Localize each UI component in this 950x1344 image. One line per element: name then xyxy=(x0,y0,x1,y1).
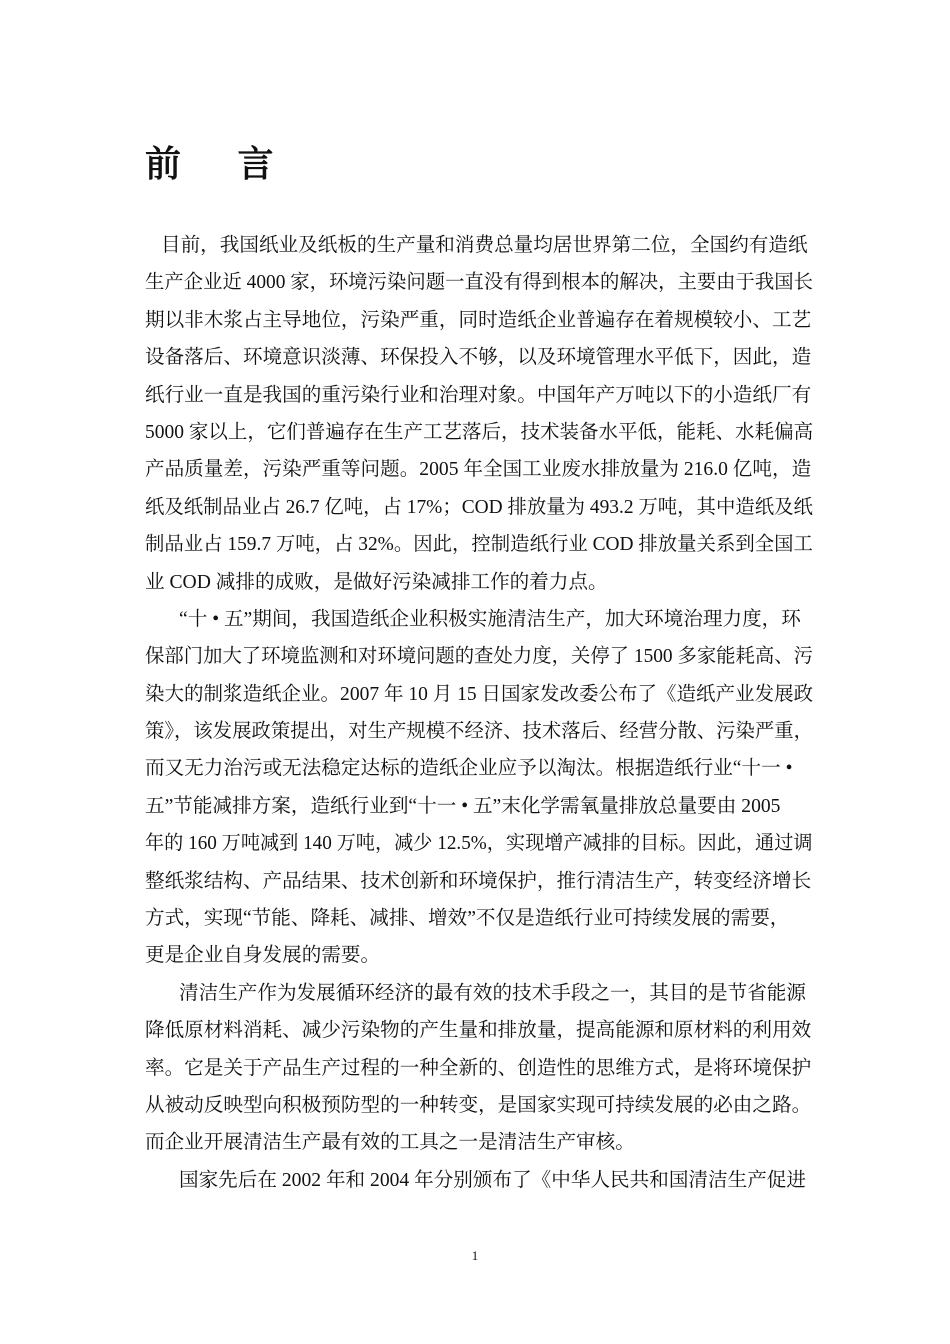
text-line: 清洁生产作为发展循环经济的最有效的技术手段之一，其目的是节省能源 xyxy=(179,982,806,1004)
text-line: 降低原材料消耗、减少污染物的产生量和排放量，提高能源和原材料的利用效 xyxy=(145,1020,812,1042)
text-line: 纸行业一直是我国的重污染行业和治理对象。中国年产万吨以下的小造纸厂有 xyxy=(145,384,812,406)
text-line: 业 COD 减排的成败，是做好污染减排工作的着力点。 xyxy=(145,571,608,593)
text-line: 五”节能减排方案，造纸行业到“十一 • 五”末化学需氧量排放总量要由 2005 xyxy=(145,795,781,817)
text-line: 期以非木浆占主导地位，污染严重，同时造纸企业普遍存在着规模较小、工艺 xyxy=(145,309,812,331)
text-line: 整纸浆结构、产品结果、技术创新和环境保护，推行清洁生产，转变经济增长 xyxy=(145,870,812,892)
text-line: 国家先后在 2002 年和 2004 年分别颁布了《中华人民共和国清洁生产促进 xyxy=(179,1169,806,1191)
text-line: 率。它是关于产品生产过程的一种全新的、创造性的思维方式，是将环境保护 xyxy=(145,1057,812,1079)
text-line: 而企业开展清洁生产最有效的工具之一是清洁生产审核。 xyxy=(145,1132,635,1154)
text-line: 更是企业自身发展的需要。 xyxy=(145,945,381,967)
text-line: 而又无力治污或无法稳定达标的造纸企业应予以淘汰。根据造纸行业“十一 • xyxy=(145,758,793,780)
page-number: 1 xyxy=(471,1248,479,1263)
text-line: 从被动反映型向积极预防型的一种转变，是国家实现可持续发展的必由之路。 xyxy=(145,1094,812,1116)
text-line: “十 • 五”期间，我国造纸企业积极实施清洁生产，加大环境治理力度，环 xyxy=(179,608,801,630)
text-line: 策》，该发展政策提出，对生产规模不经济、技术落后、经营分散、污染严重， xyxy=(145,721,813,743)
text-line: 染大的制浆造纸企业。2007 年 10 月 15 日国家发改委公布了《造纸产业发展政 xyxy=(145,683,814,705)
page-title: 前 言 xyxy=(145,143,296,185)
text-line: 目前，我国纸业及纸板的生产量和消费总量均居世界第二位，全国约有造纸 xyxy=(161,235,808,256)
text-line: 生产企业近 4000 家，环境污染问题一直没有得到根本的解决，主要由于我国长 xyxy=(145,272,813,294)
text-line: 设备落后、环境意识淡薄、环保投入不够，以及环境管理水平低下，因此，造 xyxy=(145,347,812,369)
text-line: 纸及纸制品业占 26.7 亿吨，占 17%；COD 排放量为 493.2 万吨，其中造纸及纸 xyxy=(145,496,813,518)
text-line: 制品业占 159.7 万吨，占 32%。因此，控制造纸行业 COD 排放量关系到全国工 xyxy=(145,534,813,556)
text-line: 产品质量差，污染严重等问题。2005 年全国工业废水排放量为 216.0 亿吨，造 xyxy=(145,459,812,481)
text-line: 年的 160 万吨减到 140 万吨，减少 12.5%，实现增产减排的目标。因此，通过调 xyxy=(145,833,813,855)
text-line: 5000 家以上，它们普遍存在生产工艺落后，技术装备水平低，能耗、水耗偏高 xyxy=(145,421,814,443)
body-text xyxy=(145,227,813,1199)
text-line: 保部门加大了环境监测和对环境问题的查处力度，关停了 1500 多家能耗高、污 xyxy=(145,646,813,668)
text-line: 方式，实现“节能、降耗、减排、增效”不仅是造纸行业可持续发展的需要， xyxy=(145,908,790,930)
